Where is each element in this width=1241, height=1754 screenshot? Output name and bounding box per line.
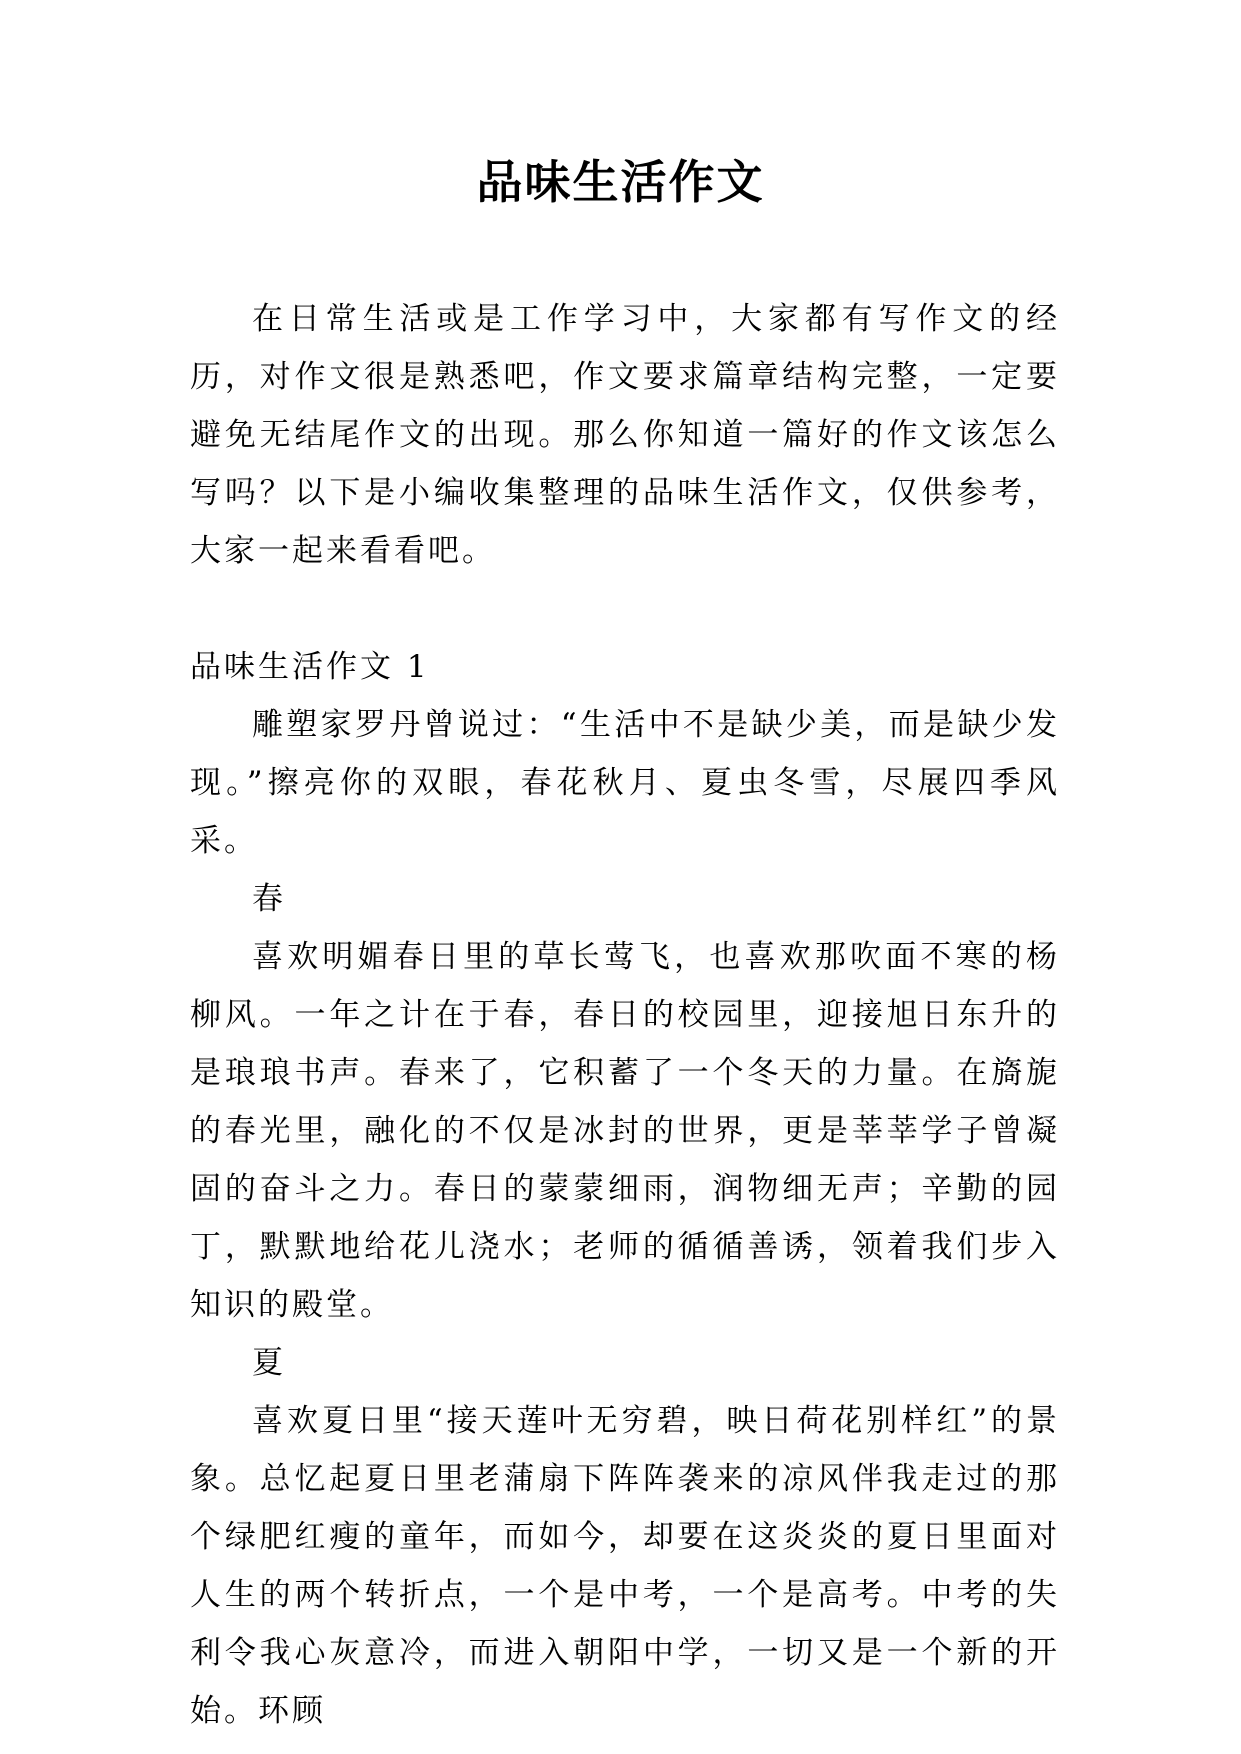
section-spacer bbox=[190, 580, 1060, 638]
spring-heading: 春 bbox=[252, 881, 286, 917]
rodin-quote-paragraph: 雕塑家罗丹曾说过：“生活中不是缺少美，而是缺少发现。”擦亮你的双眼，春花秋月、夏虫冬雪，尽展四季风采。 bbox=[190, 707, 1060, 859]
section-heading: 品味生活作文 1 bbox=[190, 649, 430, 685]
summer-heading: 夏 bbox=[252, 1345, 286, 1381]
spring-paragraph: 喜欢明媚春日里的草长莺飞，也喜欢那吹面不寒的杨柳风。一年之计在于春，春日的校园里，迎接旭日东升的是琅琅书声。春来了，它积蓄了一个冬天的力量。在旖旎的春光里，融化的不仅是冰封的世界，更是莘莘学子曾凝固的奋斗之力。春日的蒙蒙细雨，润物细无声；辛勤的园丁，默默地给花儿浇水；老师的循循善诱，领着我们步入知识的殿堂。 bbox=[190, 939, 1060, 1323]
document-title: 品味生活作文 bbox=[476, 155, 765, 209]
document-body bbox=[190, 290, 1060, 1740]
summer-paragraph: 喜欢夏日里“接天莲叶无穷碧，映日荷花别样红”的景象。总忆起夏日里老蒲扇下阵阵袭来的凉风伴我走过的那个绿肥红瘦的童年，而如今，却要在这炎炎的夏日里面对人生的两个转折点，一个是中考，一个是高考。中考的失利令我心灰意冷，而进入朝阳中学，一切又是一个新的开始。环顾 bbox=[190, 1403, 1060, 1729]
intro-paragraph: 在日常生活或是工作学习中，大家都有写作文的经历，对作文很是熟悉吧，作文要求篇章结构完整，一定要避免无结尾作文的出现。那么你知道一篇好的作文该怎么写吗？以下是小编收集整理的品味生活作文，仅供参考，大家一起来看看吧。 bbox=[190, 301, 1060, 569]
